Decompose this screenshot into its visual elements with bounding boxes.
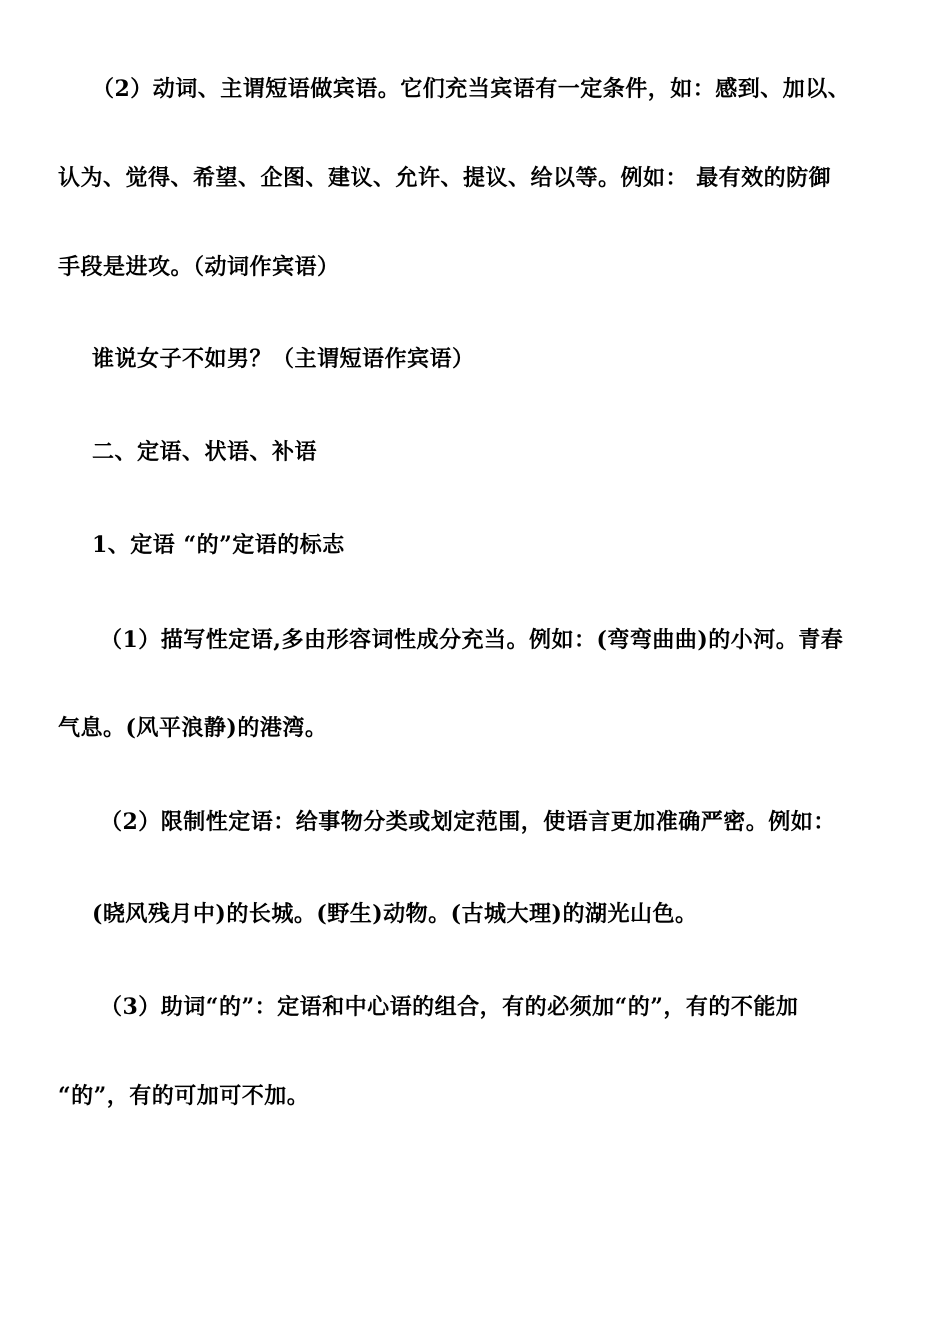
paragraph-line: （2）限制性定语：给事物分类或划定范围，使语言更加准确严密。例如： [100, 809, 836, 835]
paragraph-line: 气息。(风平浪静)的港湾。 [58, 715, 328, 741]
paragraph-line: 谁说女子不如男？（主谓短语作宾语） [92, 346, 475, 372]
paragraph-line: （3）助词“的”：定语和中心语的组合，有的必须加“的”，有的不能加 [100, 994, 799, 1020]
paragraph-line: 认为、觉得、希望、企图、建议、允许、提议、给以等。例如： 最有效的防御 [58, 165, 832, 191]
paragraph-line: （2）动词、主谓短语做宾语。它们充当宾语有一定条件，如：感到、加以、 [92, 76, 851, 102]
subsection-heading: 1、定语 “的”定语的标志 [92, 532, 345, 558]
paragraph-line: (晓风残月中)的长城。(野生)动物。(古城大理)的湖光山色。 [92, 901, 698, 927]
paragraph-line: （1）描写性定语,多由形容词性成分充当。例如：(弯弯曲曲)的小河。青春 [100, 627, 844, 653]
section-heading: 二、定语、状语、补语 [92, 439, 318, 465]
paragraph-line: 手段是进攻。（动词作宾语） [58, 254, 340, 280]
paragraph-line: “的”，有的可加可不加。 [58, 1083, 310, 1109]
